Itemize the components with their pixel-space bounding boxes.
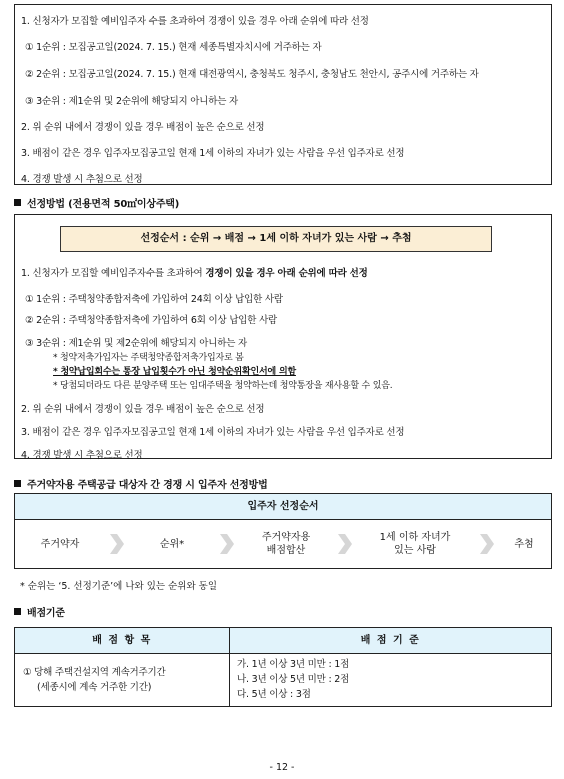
page-number: - 12 - (269, 762, 295, 773)
order-step-2: 순위* (159, 538, 185, 550)
section-title: 선정방법 (전용면적 50㎡이상주택) (27, 199, 180, 210)
method-rank-1: ① 1순위 : 주택청약종합저축에 가입하여 24회 이상 납입한 사람 (25, 294, 283, 305)
order-step-3: 주거약자용 배점합산 (261, 532, 311, 556)
method-line-1-text: 1. 신청자가 모집할 예비입주자수를 초과하여 (21, 268, 206, 279)
section-heading-vulnerable-housing (14, 476, 268, 491)
method-line-3: 3. 배점이 같은 경우 입주자모집공고일 현재 1세 이하의 자녀가 있는 사람을 우선 입주자로 선정 (21, 427, 405, 438)
score-criteria-3: 다. 5년 이상 : 3점 (237, 689, 311, 700)
square-bullet-icon (14, 199, 21, 206)
section-heading-selection-method (14, 195, 179, 210)
section-heading-scoring (14, 604, 65, 619)
score-item-line-2: (세종시에 계속 거주한 기간) (37, 682, 152, 693)
selection-order-box: 선정순서 : 순위 → 배점 → 1세 이하 자녀가 있는 사람 → 추첨 (60, 226, 492, 252)
residence-priority-box (14, 4, 552, 185)
method-rank-2: ② 2순위 : 주택청약종합저축에 가입하여 6회 이상 납입한 사람 (25, 315, 278, 326)
chevron-right-icon (220, 534, 234, 554)
square-bullet-icon (14, 608, 21, 615)
box1-line-2: 2. 위 순위 내에서 경쟁이 있을 경우 배점이 높은 순으로 선정 (21, 122, 265, 133)
column-divider (229, 628, 230, 706)
box1-rank-3: ③ 3순위 : 제1순위 및 2순위에 해당되지 아니하는 자 (25, 96, 238, 107)
method-line-2: 2. 위 순위 내에서 경쟁이 있을 경우 배점이 높은 순으로 선정 (21, 404, 265, 415)
method-note-3: * 당첨되더라도 다른 분양주택 또는 임대주택을 청약하는데 청약통장을 재사용할 수 있음. (53, 381, 393, 391)
box1-line-3: 3. 배점이 같은 경우 입주자모집공고일 현재 1세 이하의 자녀가 있는 사람을 우선 입주자로 선정 (21, 148, 405, 159)
score-criteria-1: 가. 1년 이상 3년 미만 : 1점 (237, 659, 350, 670)
method-line-1 (21, 265, 368, 279)
order-step-1: 주거약자 (40, 538, 80, 550)
box1-line-4: 4. 경쟁 발생 시 추첨으로 선정 (21, 174, 143, 185)
box1-line-1: 1. 신청자가 모집할 예비입주자 수를 초과하여 경쟁이 있을 경우 아래 순위에 따라 선정 (21, 16, 369, 27)
box1-rank-2: ② 2순위 : 모집공고일(2024. 7. 15.) 현재 대전광역시, 충청북도 청주시, 충청남도 천안시, 공주시에 거주하는 자 (25, 69, 479, 80)
order-step-4: 1세 이하 자녀가 있는 사람 (379, 532, 451, 556)
resident-selection-order-table (14, 493, 552, 569)
score-header-criteria: 배 점 기 준 (230, 628, 551, 654)
method-line-4: 4. 경쟁 발생 시 추첨으로 선정 (21, 450, 143, 461)
chevron-right-icon (338, 534, 352, 554)
method-line-1-bold: 경쟁이 있을 경우 아래 순위에 따라 선정 (205, 268, 368, 279)
score-item-line-1: ① 당해 주택건설지역 계속거주기간 (23, 667, 166, 678)
method-rank-3: ③ 3순위 : 제1순위 및 제2순위에 해당되지 아니하는 자 (25, 338, 247, 349)
order-step-5: 추첨 (514, 538, 534, 550)
score-criteria-2: 나. 3년 이상 5년 미만 : 2점 (237, 674, 350, 685)
box1-rank-1: ① 1순위 : 모집공고일(2024. 7. 15.) 현재 세종특별자치시에 거주하는 자 (25, 42, 322, 53)
method-note-1: * 청약저축가입자는 주택청약종합저축가입자로 봄 (53, 353, 244, 363)
square-bullet-icon (14, 480, 21, 487)
chevron-right-icon (480, 534, 494, 554)
method-note-2: * 청약납입회수는 통장 납입횟수가 아닌 청약순위확인서에 의함 (53, 367, 296, 377)
order-table-header: 입주자 선정순서 (15, 494, 551, 520)
chevron-right-icon (110, 534, 124, 554)
scoring-criteria-table (14, 627, 552, 707)
rank-footnote: * 순위는 ‘5. 선정기준’에 나와 있는 순위와 동일 (20, 581, 218, 592)
section-title: 주거약자용 주택공급 대상자 간 경쟁 시 입주자 선정방법 (27, 480, 268, 491)
score-header-item: 배 점 항 목 (15, 628, 229, 654)
section-title: 배점기준 (27, 608, 65, 619)
